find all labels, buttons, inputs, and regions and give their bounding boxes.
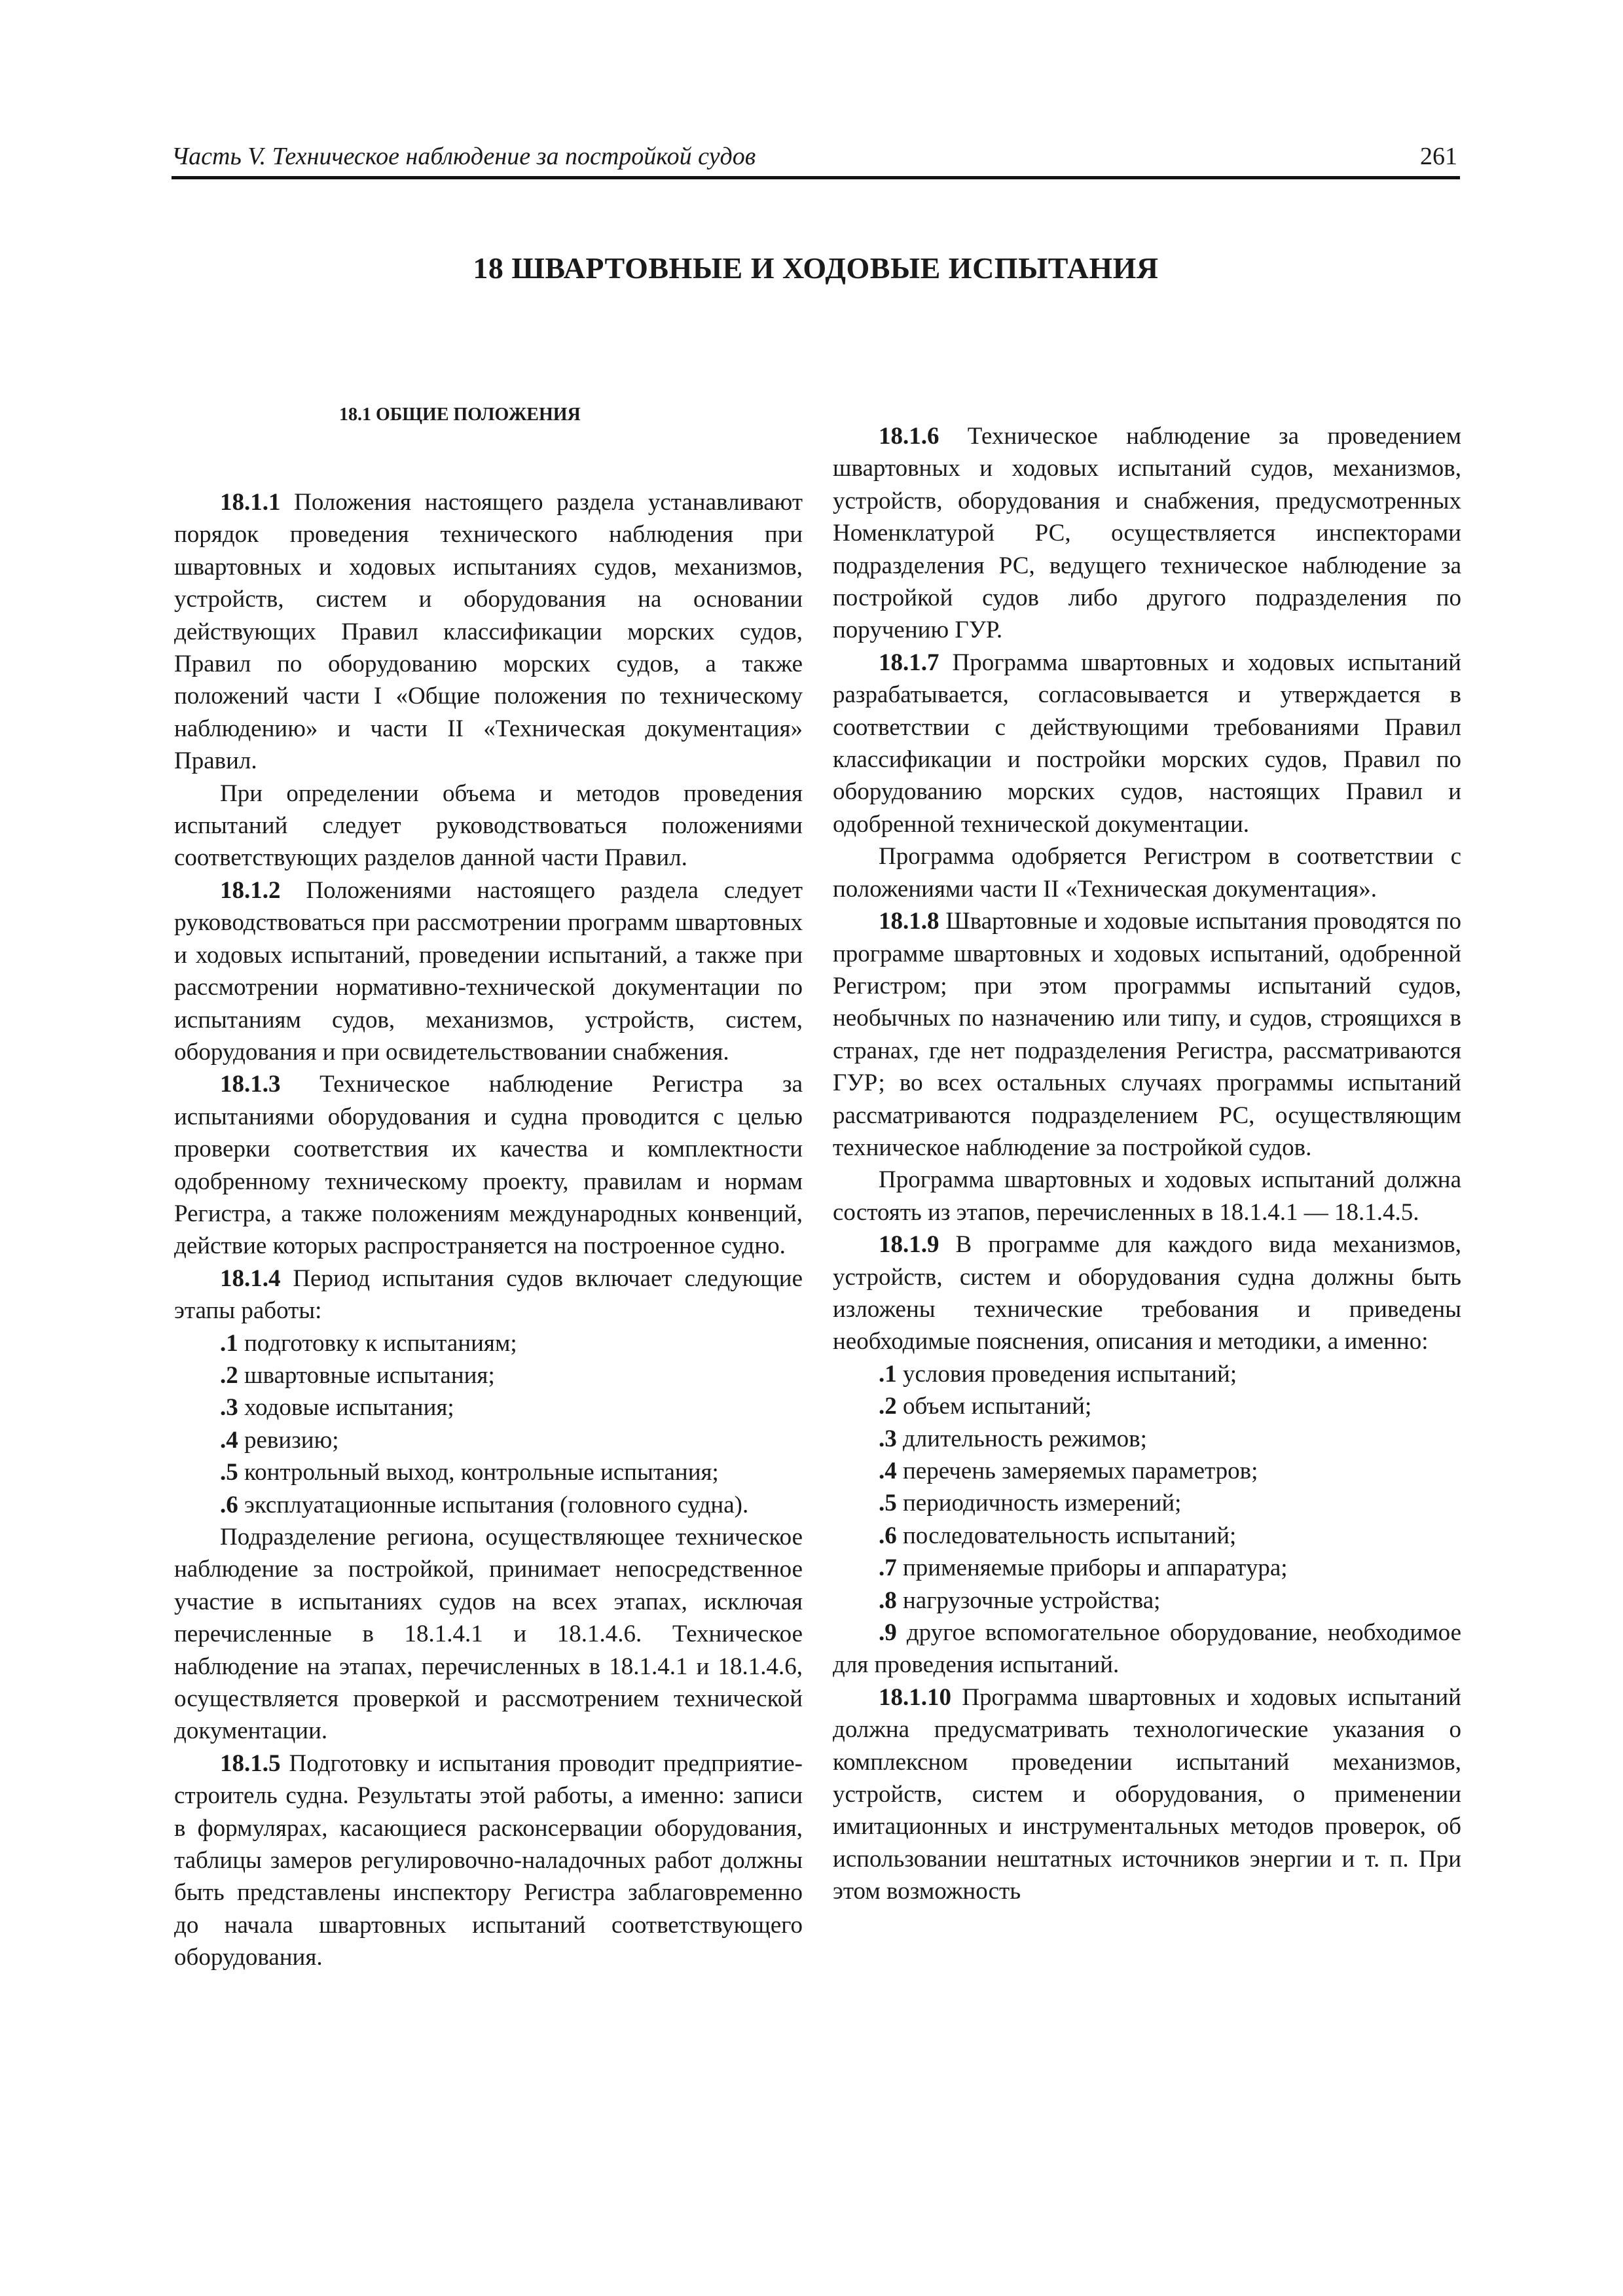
paragraph: [833, 1164, 1461, 1229]
list-item-text: перечень замеряемых параметров;: [896, 1458, 1258, 1484]
paragraph-number: 18.1.2: [220, 876, 281, 904]
list-item: [833, 1585, 1461, 1617]
paragraph-number: 18.1.8: [879, 908, 939, 935]
paragraph-text: Швартовные и ходовые испытания проводятся по программе швартовных и ходовых испытаний, одобренной Регистром; при этом программы испытаний судов, необычных по назначению или типу, и судов, строящихся в странах, где нет подразделения Регистра, рассматриваются ГУР; во всех остальных случаях программы испытаний рассматриваются подразделением РС, осуществляющим техническое наблюдение за постройкой судов.: [833, 908, 1461, 1161]
list-item: [833, 1487, 1461, 1519]
list-item-text: другое вспомогательное оборудование, необходимое для проведения испытаний.: [833, 1619, 1461, 1679]
paragraph-number: 18.1.10: [879, 1683, 951, 1711]
list-item-number: .3: [220, 1394, 238, 1422]
list-item: [174, 1327, 803, 1359]
paragraph-text: Период испытания судов включает следующие этапы работы:: [174, 1265, 803, 1325]
paragraph: [833, 1229, 1461, 1358]
list-item: [174, 1489, 803, 1521]
paragraph: [833, 905, 1461, 1164]
list-item: [174, 1391, 803, 1424]
paragraph-text: Программа швартовных и ходовых испытаний разрабатывается, согласовывается и утверждается в соответствии с действующими требованиями Правил классификации и постройки морских судов, Правил по оборудованию морских судов, настоящих Правил и одобренной технической документации.: [833, 649, 1461, 838]
list-item-number: .1: [879, 1360, 897, 1388]
list-item-text: эксплуатационные испытания (головного судна).: [238, 1491, 749, 1518]
list-item-number: .4: [879, 1458, 897, 1484]
paragraph: [174, 1068, 803, 1262]
list-item-text: применяемые приборы и аппаратура;: [896, 1554, 1288, 1582]
paragraph-text: Техническое наблюдение за проведением швартовных и ходовых испытаний судов, механизмов, устройств, оборудования и снабжения, предусмотренных Номенклатурой РС, осуществляется инспекторами подразделения РС, ведущего техническое наблюдение за постройкой судов либо другого подразделения по поручению ГУР.: [833, 423, 1461, 644]
paragraph-text: Положения настоящего раздела устанавливают порядок проведения технического наблюдения при швартовных и ходовых испытаниях судов, механизмов, устройств, систем и оборудования на основании действующих Правил классификации морских судов, Правил по оборудованию морских судов, а также положений части I «Общие положения по техническому наблюдению» и части II «Техническая документация» Правил.: [174, 489, 803, 775]
list-item: [833, 1520, 1461, 1552]
header-title: Часть V. Техническое наблюдение за постройкой судов: [172, 143, 756, 170]
list-item-text: ходовые испытания;: [238, 1394, 454, 1422]
running-header: [172, 140, 1460, 179]
list-item: [174, 1359, 803, 1391]
list-item-number: .5: [879, 1490, 897, 1517]
paragraph-number: 18.1.3: [220, 1071, 281, 1098]
section-title: 18.1 ОБЩИЕ ПОЛОЖЕНИЯ: [339, 404, 581, 425]
paragraph-text: Подразделение региона, осуществляющее техническое наблюдение за постройкой, принимает непосредственное участие в испытаниях судов на всех этапах, исключая перечисленные в 18.1.4.1 и 18.1.4.6. Техническое наблюдение на этапах, перечисленных в 18.1.4.1 и 18.1.4.6, осуществляется проверкой и рассмотрением технической документации.: [174, 1524, 803, 1745]
list-item: [174, 1456, 803, 1488]
list-item-text: швартовные испытания;: [238, 1361, 495, 1389]
list-item-number: .6: [879, 1522, 897, 1549]
paragraph: [833, 1681, 1461, 1908]
paragraph-number: 18.1.4: [220, 1265, 281, 1292]
paragraph-number: 18.1.7: [879, 649, 939, 676]
paragraph: [833, 420, 1461, 647]
paragraph: [174, 874, 803, 1068]
paragraph-text: Техническое наблюдение Регистра за испытаниями оборудования и судна проводится с целью проверки соответствия их качества и комплектности одобренному техническому проекту, правилам и нормам Регистра, а также положениям международных конвенций, действие которых распространяется на построенное судно.: [174, 1071, 803, 1260]
paragraph-text: В программе для каждого вида механизмов, устройств, систем и оборудования судна должны быть изложены технические требования и приведены необходимые пояснения, описания и методики, а именно:: [833, 1231, 1461, 1355]
paragraph: [174, 486, 803, 778]
paragraph-number: 18.1.1: [220, 489, 281, 516]
paragraph-text: Положениями настоящего раздела следует руководствоваться при рассмотрении программ швартовных и ходовых испытаний, проведении испытаний, а также при рассмотрении нормативно-технической документации по испытаниям судов, механизмов, устройств, систем, оборудования и при освидетельствовании снабжения.: [174, 876, 803, 1066]
paragraph: [833, 647, 1461, 840]
list-item-text: последовательность испытаний;: [896, 1522, 1237, 1549]
list-item-text: подготовку к испытаниям;: [238, 1329, 517, 1357]
list-item: [833, 1358, 1461, 1390]
list-item-number: .5: [220, 1459, 238, 1486]
left-column: [174, 486, 803, 1974]
page-number: 261: [1420, 143, 1457, 170]
paragraph-number: 18.1.9: [879, 1231, 939, 1259]
list-item: [833, 1423, 1461, 1455]
paragraph: [174, 1521, 803, 1748]
paragraph: [833, 840, 1461, 905]
list-item-text: периодичность измерений;: [896, 1490, 1182, 1517]
paragraph-number: 18.1.6: [879, 423, 939, 450]
list-item-text: объем испытаний;: [896, 1393, 1092, 1420]
chapter-title: 18 ШВАРТОВНЫЕ И ХОДОВЫЕ ИСПЫТАНИЯ: [473, 251, 1159, 285]
list-item-number: .8: [879, 1587, 897, 1614]
paragraph-text: Подготовку и испытания проводит предприятие-строитель судна. Результаты этой работы, а именно: записи в формулярах, касающиеся расконсервации оборудования, таблицы замеров регулировочно-наладочных работ должны быть представлены инспектору Регистра заблаговременно до начала швартовных испытаний соответствующего оборудования.: [174, 1749, 803, 1971]
paragraph-text: Программа швартовных и ходовых испытаний должна предусматривать технологические указания о комплексном проведении испытаний механизмов, устройств, систем и оборудования, о применении имитационных и инструментальных методов проверок, об использовании нештатных источников энергии и т. п. При этом возможность: [833, 1683, 1461, 1905]
list-item: [833, 1617, 1461, 1681]
list-item-text: контрольный выход, контрольные испытания;: [238, 1459, 719, 1486]
paragraph-text: Программа швартовных и ходовых испытаний должна состоять из этапов, перечисленных в 18.1.4.1 — 18.1.4.5.: [833, 1166, 1461, 1226]
paragraph-number: 18.1.5: [220, 1749, 281, 1777]
list-item: [174, 1424, 803, 1456]
list-item-number: .1: [220, 1329, 238, 1357]
list-item-number: .6: [220, 1491, 238, 1518]
list-item-number: .7: [879, 1554, 897, 1582]
list-item: [833, 1455, 1461, 1487]
right-column: [833, 420, 1461, 1908]
paragraph: [174, 1263, 803, 1327]
list-item: [833, 1552, 1461, 1584]
list-item-text: ревизию;: [238, 1426, 339, 1454]
list-item-text: длительность режимов;: [896, 1425, 1147, 1452]
list-item-number: .2: [220, 1361, 238, 1389]
paragraph-text: При определении объема и методов проведения испытаний следует руководствоваться положениями соответствующих разделов данной части Правил.: [174, 780, 803, 872]
list-item-number: .9: [879, 1619, 897, 1647]
list-item-number: .2: [879, 1393, 897, 1420]
list-item-text: условия проведения испытаний;: [896, 1360, 1237, 1388]
paragraph: [174, 1748, 803, 1974]
list-item-number: .4: [220, 1426, 238, 1454]
list-item-number: .3: [879, 1425, 897, 1452]
list-item: [833, 1390, 1461, 1422]
list-item-text: нагрузочные устройства;: [896, 1587, 1161, 1614]
paragraph-text: Программа одобряется Регистром в соответствии с положениями части II «Техническая документация».: [833, 843, 1461, 903]
paragraph: [174, 778, 803, 874]
